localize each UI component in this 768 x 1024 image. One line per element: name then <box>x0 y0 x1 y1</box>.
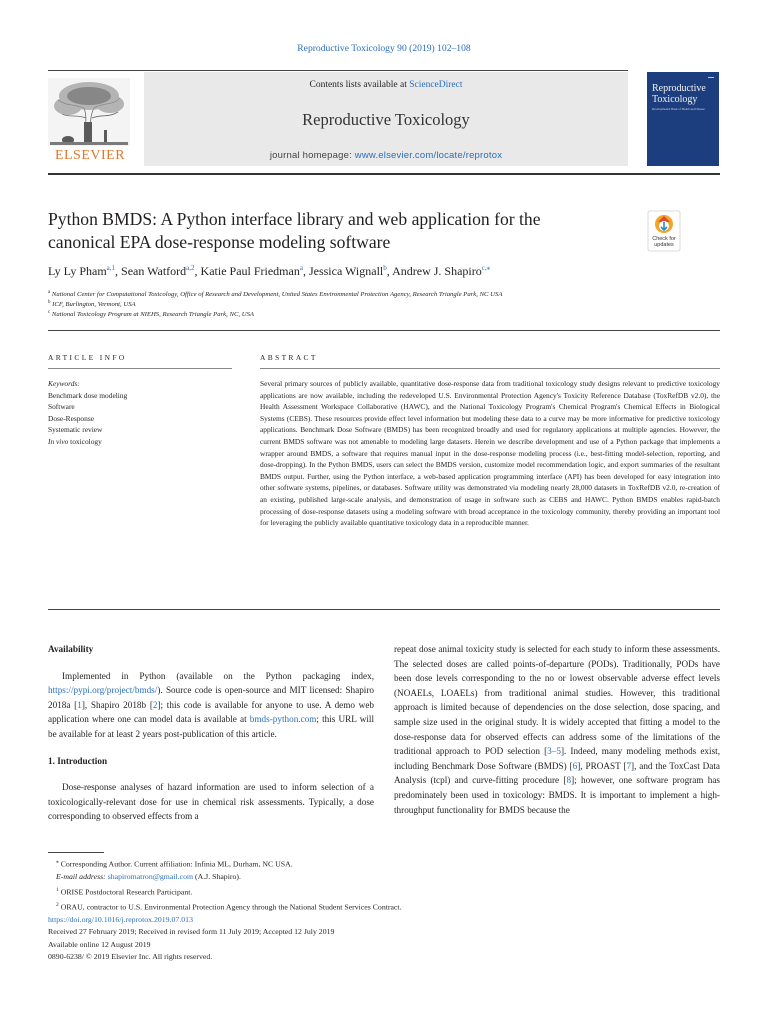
introduction-heading: 1. Introduction <box>48 755 108 766</box>
ref-8-link[interactable]: 8 <box>566 775 572 786</box>
banner-top-rule <box>48 70 628 71</box>
ref-1-link[interactable]: 1 <box>77 699 82 710</box>
elsevier-wordmark: ELSEVIER <box>54 148 126 163</box>
check-for-updates-label[interactable]: Check for updates <box>652 236 676 248</box>
article-title: Python BMDS: A Python interface library and web application for the canonical EPA dose-response modeling software <box>48 209 541 252</box>
online-date: Available online 12 August 2019 <box>48 939 151 949</box>
author-name[interactable]: Sean Watford <box>121 264 187 278</box>
abstract-divider <box>48 609 720 610</box>
author-name[interactable]: Ly Ly Pham <box>48 264 107 278</box>
keyword-item: Systematic review <box>48 425 103 434</box>
keyword-item: Benchmark dose modeling <box>48 390 128 400</box>
ref-6-link[interactable]: 6 <box>572 760 578 771</box>
email-link[interactable]: shapiromatron@gmail.com <box>107 872 194 882</box>
author-affiliation-mark[interactable]: c,⁎ <box>481 264 491 272</box>
abstract-heading: ABSTRACT <box>260 353 318 362</box>
author-separator: , <box>194 264 201 278</box>
author-name[interactable]: Andrew J. Shapiro <box>392 264 482 278</box>
ref-7-link[interactable]: 7 <box>626 760 632 771</box>
introduction-continued-paragraph: repeat dose animal toxicity study is selected for each study to inform these assessments. The selected doses are called points-of-departure (PODs). Traditionally, PODs have been dose levels corresponding to the no or lowest observable adverse effect levels (NOAELs, LOAELs) from traditional animal studies. However, this traditional approach is limited because of dependencies on the dose selection, dose spacing, and sample size used in the original study. It is widely accepted that fitting a model to the dose-response data for observed effects can address some of the limitations of the traditional approach to POD selection [3–5]. Indeed, many modeling methods exist, including Benchmark Dose Software (BMDS) [6], PROAST [7], and the ToxCast Data Analysis (tcpl) and curve-fitting procedure [8]; however, one software program has predominately been used in toxicology: BMDS. It is important to implement a high-throughput functionality for BMDS because the <box>394 644 721 815</box>
received-dates: Received 27 February 2019; Received in revised form 11 July 2019; Accepted 12 July 2019 <box>48 927 335 937</box>
ref-2-link[interactable]: 2 <box>152 699 158 710</box>
article-info-rule <box>48 368 232 369</box>
footnote-2: $^2$ ORAU, contractor to U.S. Environmental Protection Agency through the National Student Services Contract. <box>56 901 402 912</box>
article-info-heading: ARTICLE INFO <box>48 353 127 362</box>
journal-name: Reproductive Toxicology <box>302 110 470 129</box>
footnote-1: $^1$ ORISE Postdoctoral Research Participant. <box>56 886 193 897</box>
author-affiliation-mark[interactable]: a <box>299 264 303 272</box>
keyword-item: Software <box>48 402 75 411</box>
author-affiliation-mark[interactable]: a,2 <box>186 264 195 272</box>
author-name[interactable]: Jessica Wignall <box>308 264 384 278</box>
author-separator: , <box>386 264 393 278</box>
homepage-link[interactable]: www.elsevier.com/locate/reprotox <box>354 150 503 161</box>
left-column <box>48 642 374 824</box>
email-note: E-mail address: shapiromatron@gmail.com (A.J. Shapiro). <box>56 872 241 882</box>
author-separator: , <box>302 264 309 278</box>
copyright: 0890-6238/ © 2019 Elsevier Inc. All rights reserved. <box>48 952 213 962</box>
cover-title: Reproductive Toxicology <box>652 83 706 105</box>
availability-paragraph: Implemented in Python (available on the Python packaging index, https://pypi.org/project/bmds/). Source code is open-source and MIT licensed: Shapiro 2018a [1], Shapiro 2018b [2]; this code is available for anyone to use. A demo web application where one can model data is available at bmds-python.com; this URL will be available for at least 2 years post-publication of this article. <box>48 670 375 739</box>
doi-link[interactable]: https://doi.org/10.1016/j.reprotox.2019.07.013 <box>48 915 193 924</box>
footnotes <box>48 856 720 914</box>
footnote-rule <box>48 852 104 853</box>
cover-volume-mark: ▬▬ <box>708 75 714 79</box>
affiliation-a: $^a$ National Center for Computational Toxicology, Office of Research and Development, United States Environmental Protection Agency, Research Triangle Park, NC USA <box>48 290 503 299</box>
journal-homepage: journal homepage: www.elsevier.com/locate/reprotox <box>269 150 503 161</box>
header-divider <box>48 330 720 331</box>
availability-heading: Availability <box>48 644 94 654</box>
journal-reference[interactable] <box>0 43 768 54</box>
bmds-python-link[interactable]: bmds-python.com <box>249 714 317 725</box>
author-separator: , <box>115 264 122 278</box>
keywords-label: Keywords: <box>48 379 80 388</box>
journal-reference-link[interactable]: Reproductive Toxicology 90 (2019) 102–108 <box>297 43 471 54</box>
abstract-text: Several primary sources of publicly available, quantitative dose-response data from traditional toxicology study designs relevant to predictive toxicology applications are now available, including the redeveloped U.S. Environmental Protection Agency's Toxicity Reference Database (ToxRefDB v2.0), the Health Assessment Workspace Collaborative (HAWC), and the National Toxicology Program's Chemical Program's Chemical Effects in Biological Systems (CEBS). These resources provide effect level information but modeling these data to a curve may be more informative for predictive toxicology applications. Benchmark Dose Software (BMDS) has been recognized broadly and used for regulatory applications at multiple agencies. However, the current BMDS software was not amenable to modeling large datasets. Herein we describe development and use of a Python package that implements a wrapper around BMDS, a software that requires manual input in the dose-response modeling process (i.e., best-fitting model-selection, reporting, and dose-dropping). In the Python BMDS, users can select the BMDS version, customize model recommendation logic, and export summaries of the resultant BMDS output. Further, using the Python interface, a web-based application programming interface (API) has been developed for easy integration into other software systems, pipelines, or databases. Software utility was demonstrated via modeling nearly 28,000 datasets in ToxRefDB v2.0, re-creation of an existing, published large-scale analysis, and demonstration of usage in software such as CEBS and HAWC. Python BMDS enables rapid-batch processing of dose-response datasets using a modeling software with broad acceptance in the toxicology community, thereby providing an important tool for leveraging the publicly available quantitative toxicology data in a reproducible manner. <box>260 379 720 528</box>
pypi-link[interactable]: https://pypi.org/project/bmds/ <box>48 685 158 696</box>
keyword-item: In vivo toxicology <box>48 436 102 446</box>
introduction-paragraph: Dose-response analyses of hazard information are used to inform selection of a toxicologically-relevant dose for use in chemical risk assessments. Typically, a dose corresponding to observed effects from a <box>48 782 374 822</box>
keywords <box>48 378 232 447</box>
author-affiliation-mark[interactable]: b <box>383 264 387 272</box>
keyword-item: Dose-Response <box>48 413 94 423</box>
cover-subtitle: Developmental Basis of Health and Disease <box>652 107 705 111</box>
banner-bottom-rule <box>48 173 720 175</box>
affiliation-b: $^b$ ICF, Burlington, Vermont, USA <box>48 300 136 309</box>
affiliation-c: $^c$ National Toxicology Program at NIEHS, Research Triangle Park, NC, USA <box>48 310 255 319</box>
ref-3-5-link[interactable]: 3–5 <box>547 746 561 757</box>
author-affiliation-mark[interactable]: a,1 <box>106 264 116 272</box>
publication-info <box>48 914 720 964</box>
abstract-rule <box>260 368 720 369</box>
right-column <box>394 642 720 817</box>
author-list <box>48 264 720 279</box>
author-name[interactable]: Katie Paul Friedman <box>200 264 300 278</box>
sciencedirect-link[interactable]: ScienceDirect <box>409 80 463 90</box>
contents-line: Contents lists available at ScienceDirect <box>309 80 463 90</box>
journal-cover-image[interactable] <box>647 72 719 166</box>
corresponding-author-note: ⁎ Corresponding Author. Current affiliation: Infinia ML, Durham, NC USA. <box>56 859 293 869</box>
